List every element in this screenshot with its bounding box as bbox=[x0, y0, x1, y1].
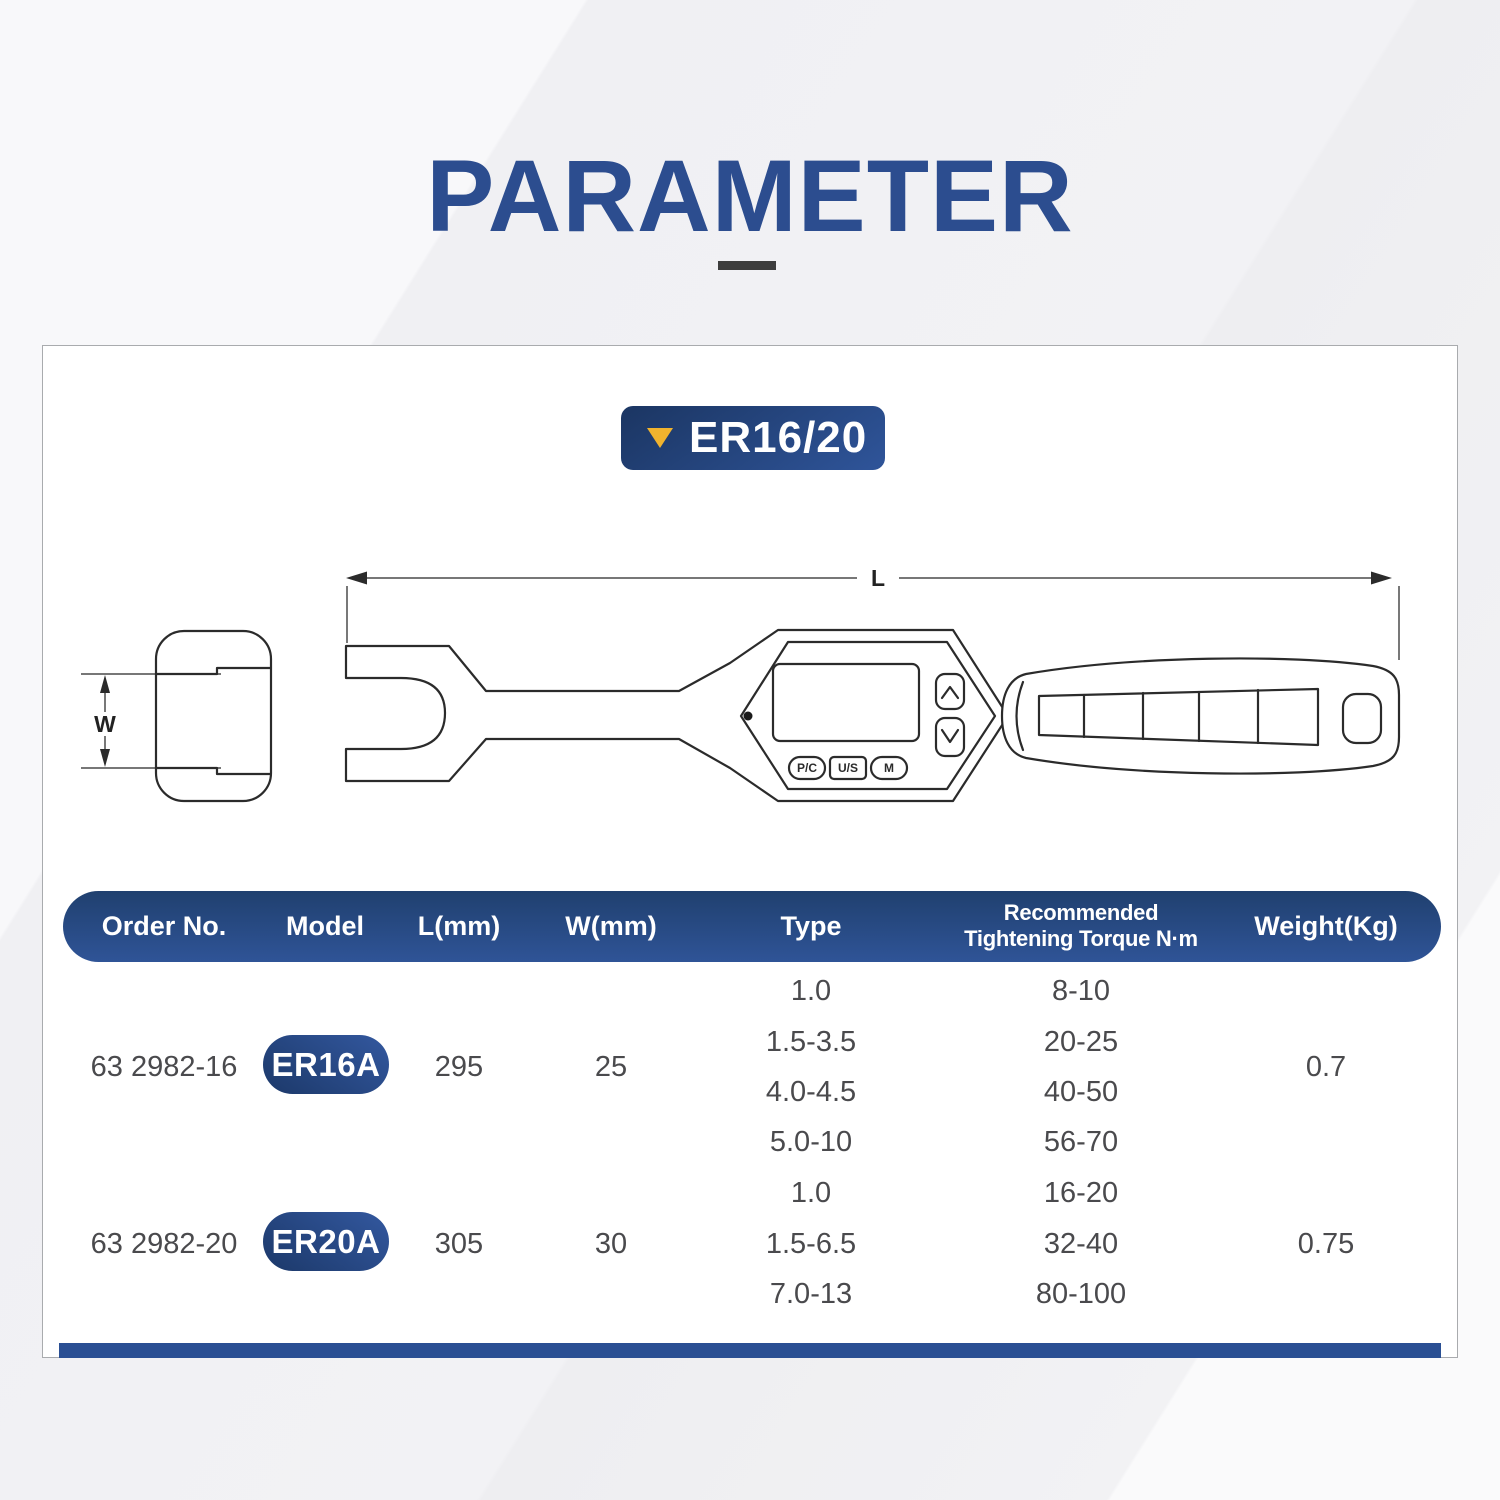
row1-model-badge: ER16A bbox=[263, 1035, 389, 1094]
width-dim-label: W bbox=[94, 711, 116, 737]
title-underline bbox=[718, 261, 776, 270]
row1-spec3-type: 4.0-4.5 bbox=[765, 1076, 857, 1108]
content-card bbox=[42, 345, 1458, 1358]
row2-spec2-type: 1.5-6.5 bbox=[765, 1228, 857, 1260]
row1-order-no: 63 2982-16 bbox=[90, 1051, 238, 1083]
col-header-type: Type bbox=[780, 911, 842, 941]
dim-arrow-down-icon bbox=[100, 749, 110, 767]
row1-spec4-type: 5.0-10 bbox=[769, 1126, 853, 1158]
row1-spec2-torque: 20-25 bbox=[1043, 1026, 1119, 1058]
card-bottom-accent-bar bbox=[59, 1343, 1441, 1358]
length-dim-label: L bbox=[870, 565, 886, 591]
dim-arrow-right-icon bbox=[1371, 572, 1392, 585]
row1-spec1-torque: 8-10 bbox=[1051, 975, 1111, 1007]
wrench-technical-drawing bbox=[51, 546, 1451, 866]
dim-arrow-up-icon bbox=[100, 675, 110, 693]
m-button-label: M bbox=[884, 761, 894, 775]
indicator-dot bbox=[744, 712, 753, 721]
row2-spec3-type: 7.0-13 bbox=[769, 1278, 853, 1310]
series-badge bbox=[621, 406, 885, 470]
row2-spec1-type: 1.0 bbox=[790, 1177, 832, 1209]
col-header-order: Order No. bbox=[101, 911, 227, 941]
row2-spec2-torque: 32-40 bbox=[1043, 1228, 1119, 1260]
us-button-label: U/S bbox=[837, 761, 859, 775]
width-dimension bbox=[81, 674, 221, 768]
col-header-model: Model bbox=[286, 911, 364, 941]
col-header-weight: Weight(Kg) bbox=[1254, 911, 1398, 941]
row1-width: 25 bbox=[594, 1051, 628, 1083]
row1-spec3-torque: 40-50 bbox=[1043, 1076, 1119, 1108]
page-title: PARAMETER bbox=[426, 139, 1074, 253]
row1-spec4-torque: 56-70 bbox=[1043, 1126, 1119, 1158]
row1-spec2-type: 1.5-3.5 bbox=[765, 1026, 857, 1058]
series-badge-label: ER16/20 bbox=[689, 413, 868, 462]
dim-arrow-left-icon bbox=[346, 572, 367, 585]
row1-weight: 0.7 bbox=[1305, 1051, 1347, 1083]
col-header-torque bbox=[916, 900, 1246, 952]
col-header-length: L(mm) bbox=[417, 911, 501, 941]
row2-spec3-torque: 80-100 bbox=[1035, 1278, 1127, 1310]
row2-model-badge: ER20A bbox=[263, 1212, 389, 1271]
wrench-body-outline bbox=[346, 630, 1008, 801]
row2-length: 305 bbox=[434, 1228, 484, 1260]
col-header-torque-line2: Tightening Torque N·m bbox=[964, 926, 1198, 951]
row2-spec1-torque: 16-20 bbox=[1043, 1177, 1119, 1209]
col-header-torque-line1: Recommended bbox=[1003, 900, 1159, 925]
handle-outline bbox=[1002, 658, 1399, 773]
row2-width: 30 bbox=[594, 1228, 628, 1260]
col-header-width: W(mm) bbox=[565, 911, 657, 941]
pc-button-label: P/C bbox=[796, 761, 818, 775]
row2-weight: 0.75 bbox=[1297, 1228, 1355, 1260]
triangle-down-icon bbox=[647, 428, 673, 448]
row1-spec1-type: 1.0 bbox=[790, 975, 832, 1007]
row1-length: 295 bbox=[434, 1051, 484, 1083]
row2-order-no: 63 2982-20 bbox=[90, 1228, 238, 1260]
wrench-end-view bbox=[156, 631, 271, 801]
